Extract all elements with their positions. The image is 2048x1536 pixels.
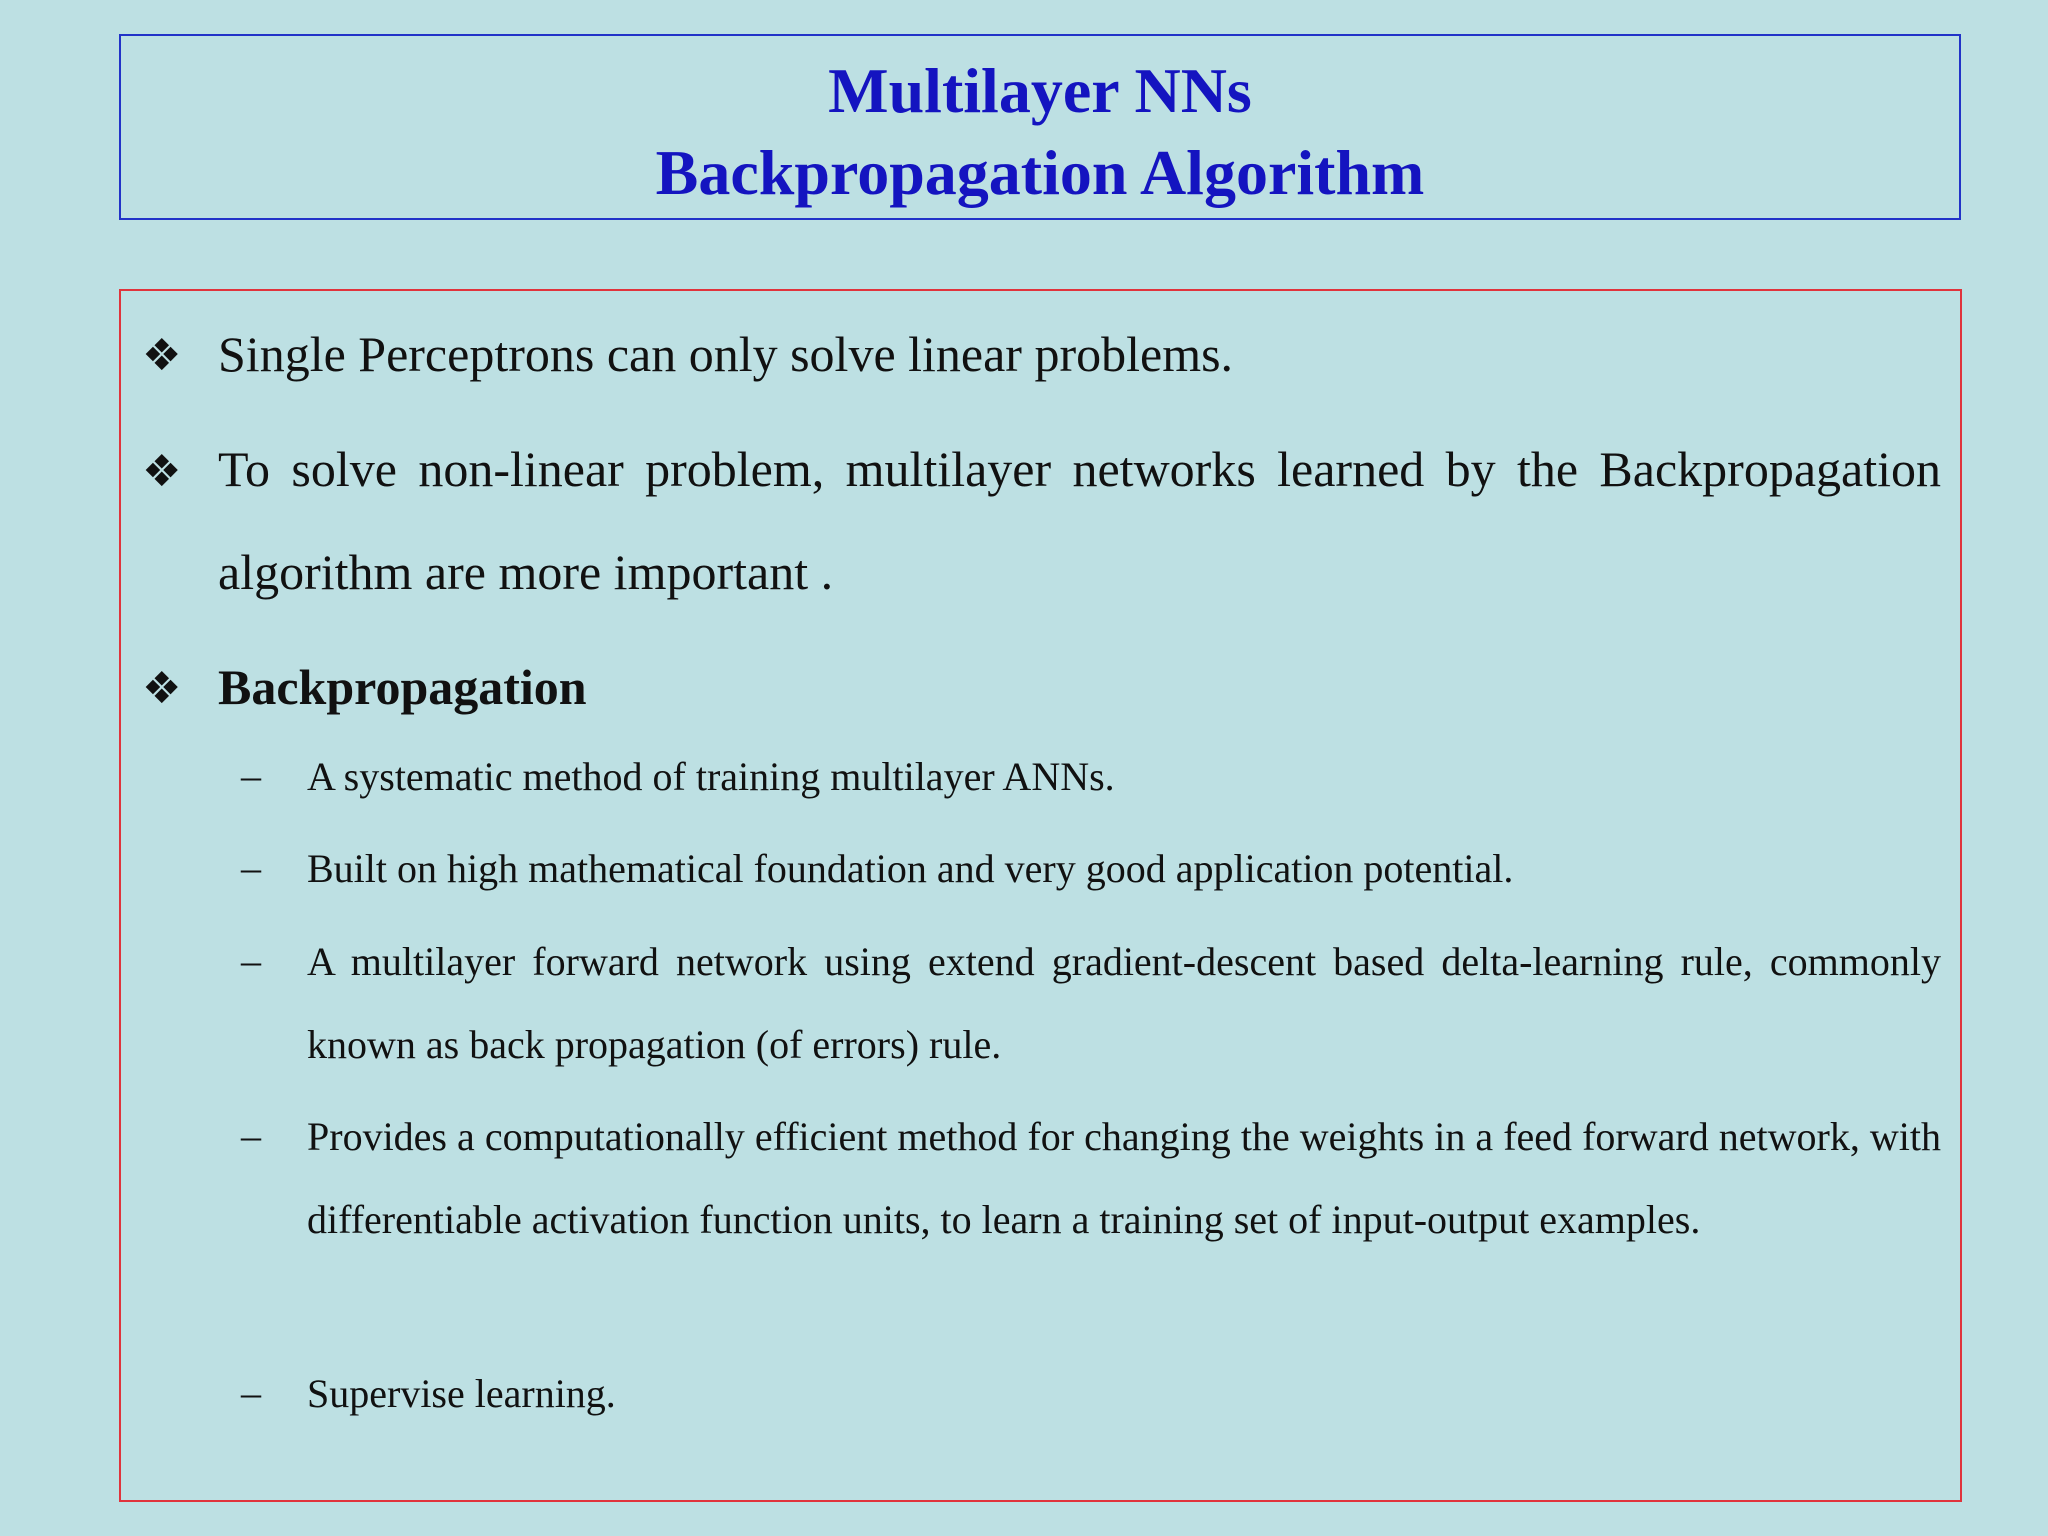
dash-bullet-icon: – <box>241 753 261 798</box>
dash-bullet-icon: – <box>241 1113 261 1158</box>
diamond-bullet-icon: ❖ <box>142 446 182 497</box>
sub-bullet-item: Provides a computationally efficient method for changing the weights in a feed forward network, with differentiable activation function units, to learn a training set of input-output examples. <box>307 1114 1941 1242</box>
sub-bullet-item: A multilayer forward network using extend gradient-descent based delta-learning rule, commonly known as back propagation (of errors) rule. <box>307 939 1941 1067</box>
slide-title-line1: Multilayer NNs <box>828 55 1252 126</box>
sub-bullet-item: A systematic method of training multilayer ANNs. <box>307 754 1115 799</box>
dash-bullet-icon: – <box>241 1370 261 1415</box>
dash-bullet-icon: – <box>241 845 261 890</box>
content-panel <box>119 289 1962 1502</box>
bullet-heading: Backpropagation <box>218 659 587 715</box>
sub-bullet-item: Built on high mathematical foundation and very good application potential. <box>307 846 1514 891</box>
dash-bullet-icon: – <box>241 938 261 983</box>
sub-bullet-item: Supervise learning. <box>307 1371 616 1416</box>
bullet-item: To solve non-linear problem, multilayer networks learned by the Backpropagation algorithm are more important . <box>218 441 1941 600</box>
diamond-bullet-icon: ❖ <box>142 663 182 714</box>
slide-title-line2: Backpropagation Algorithm <box>655 137 1425 208</box>
slide-title <box>119 34 1961 220</box>
bullet-item: Single Perceptrons can only solve linear problems. <box>218 326 1234 382</box>
diamond-bullet-icon: ❖ <box>142 330 182 381</box>
